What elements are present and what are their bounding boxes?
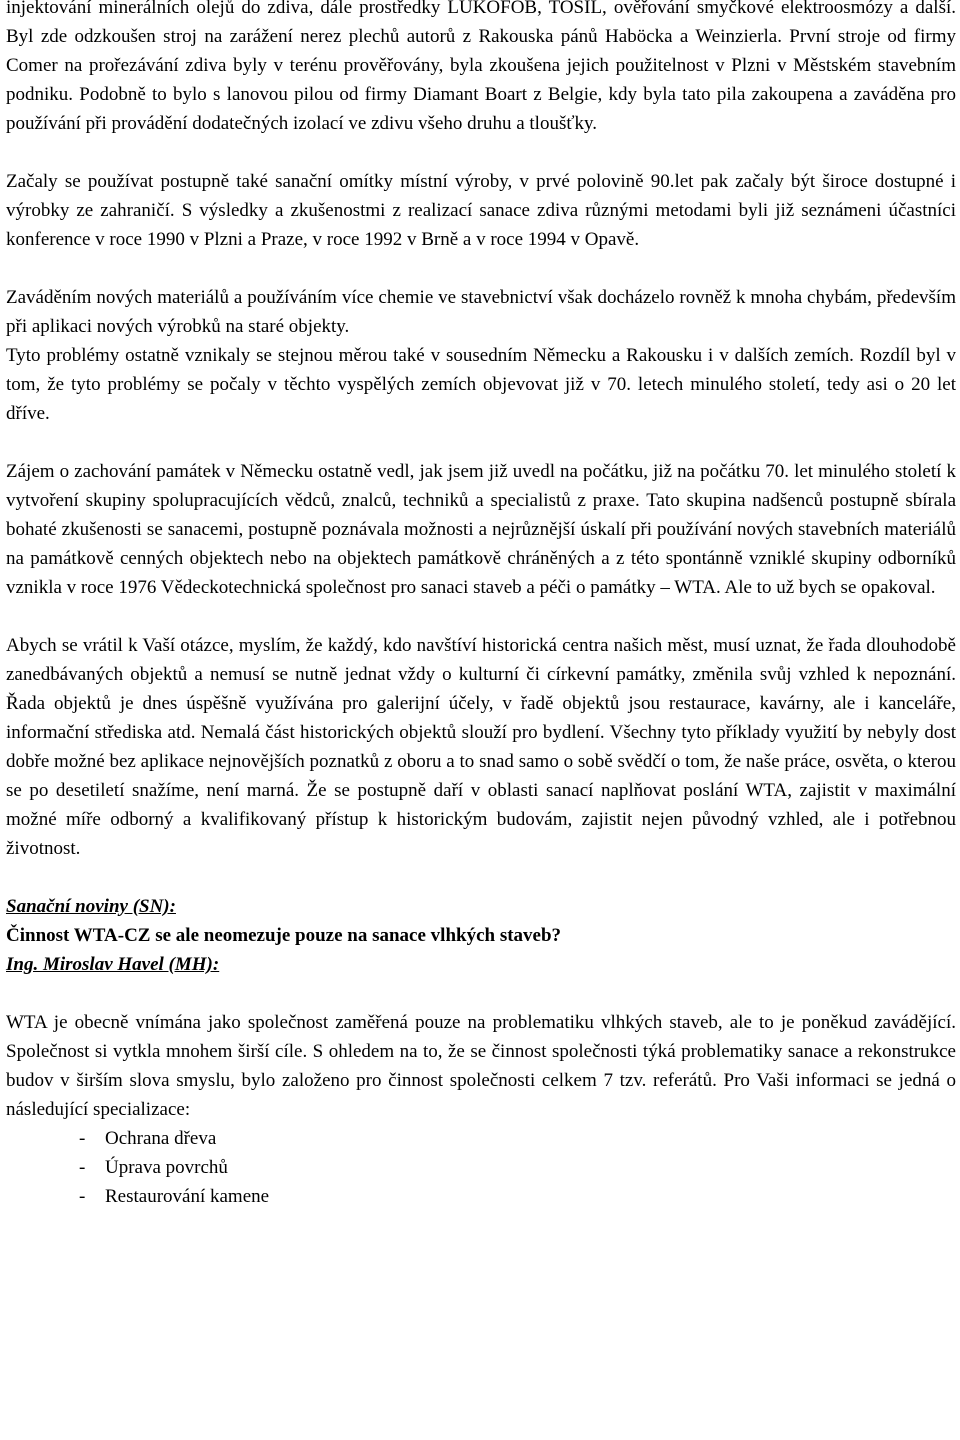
list-item (79, 1124, 956, 1153)
paragraph-historic-centres: Abych se vrátil k Vaší otázce, myslím, že každý, kdo navštíví historická centra našich měst, musí uznat, že řada dlouhodobě zanedbávaných objektů a nemusí se nutně jednat vždy o kulturní či církevní památky, změnila svůj vzhled k nepoznání. Řada objektů je dnes úspěšně využívána pro galerijní účely, v řadě objektů jsou restaurace, kavárny, ale i kanceláře, informační střediska atd. Nemalá část historických objektů slouží pro bydlení. Všechny tyto příklady využití by nebyly dost dobře možné bez aplikace nejnovějších poznatků z oboru a to snad samo o sobě svědčí o tom, že naše práce, osvěta, o kterou se po desetiletí snažíme, není marná. Že se postupně daří v oblasti sanací naplňovat poslání WTA, zajistit v maximální možné míře odborný a kvalifikovaný přístup k historickým budovám, zajistit nejen původný vzhled, ale i potřebnou životnost. (6, 635, 956, 859)
paragraph-wta-origin: Zájem o zachování památek v Německu ostatně vedl, jak jsem již uvedl na počátku, již na počátku 70. let minulého století k vytvoření skupiny spolupracujících vědců, znalců, techniků a specialistů z praxe. Tato skupina nadšenců postupně sbírala bohaté zkušenosti se sanacemi, postupně poznávala možnosti a nejrůznější úskalí při používání nových stavebních materiálů na památkově cenných objektech nebo na objektech památkově chráněných a z této spontánně vzniklé skupiny odborníků vznikla v roce 1976 Vědeckotechnická společnost pro sanaci staveb a péči o památky – WTA. Ale to už bych se opakoval. (6, 461, 956, 598)
dash-bullet: - (79, 1128, 86, 1149)
specialization-list (6, 1124, 956, 1211)
interview-question: Činnost WTA-CZ se ale neomezuje pouze na sanace vlhkých staveb? (6, 925, 562, 946)
paragraph-problems-abroad: Tyto problémy ostatně vznikaly se stejnou měrou také v sousedním Německu a Rakousku i v dalších zemích. Rozdíl byl v tom, že tyto problémy se počaly v těchto vyspělých zemích objevovat již v 70. letech minulého století, tedy asi o 20 let dříve. (6, 345, 956, 424)
paragraph-renovation-plasters: Začaly se používat postupně také sanační omítky místní výroby, v prvé polovině 90.let pak začaly být široce dostupné i výrobky ze zahraničí. S výsledky a zkušenostmi z realizací sanace zdiva různými metodami byli již seznámeni účastníci konference v roce 1990 v Plzni a Praze, v roce 1992 v Brně a v roce 1994 v Opavě. (6, 171, 956, 250)
list-item (79, 1153, 956, 1182)
dash-bullet: - (79, 1157, 86, 1178)
list-item-label: Ochrana dřeva (105, 1128, 217, 1149)
list-item-label: Restaurování kamene (105, 1186, 270, 1207)
document-page (6, 0, 956, 1211)
interviewee-label: Ing. Miroslav Havel (MH): (6, 954, 220, 975)
paragraph-new-materials-errors: Zaváděním nových materiálů a používáním více chemie ve stavebnictví však docházelo rovněž k mnoha chybám, především při aplikaci nových výrobků na staré objekty. (6, 287, 956, 337)
interviewer-label: Sanační noviny (SN): (6, 896, 176, 917)
paragraph-equipment-testing: injektování minerálních olejů do zdiva, dále prostředky LUKOFOB, TOSIL, ověřování smyčkové elektroosmózy a další. Byl zde odzkoušen stroj na zarážení nerez plechů autorů z Rakouska pánů Haböcka a Weinzierla. První stroje od firmy Comer na prořezávání zdiva byly v terénu prověřovány, byla zkoušena jejich použitelnost v Plzni v Městském stavebním podniku. Podobně to bylo s lanovou pilou od firmy Diamant Boart z Belgie, kdy byla tato pila zakoupena a zaváděna pro používání při provádění dodatečných izolací ve zdivu všeho druhu a tloušťky. (6, 0, 956, 134)
list-item (79, 1182, 956, 1211)
dash-bullet: - (79, 1186, 86, 1207)
list-item-label: Úprava povrchů (105, 1157, 228, 1178)
interview-answer: WTA je obecně vnímána jako společnost zaměřená pouze na problematiku vlhkých staveb, ale to je poněkud zavádějící. Společnost si vytkla mnohem širší cíle. S ohledem na to, že se činnost společnosti týká problematiky sanace a rekonstrukce budov v širším slova smyslu, bylo založeno pro činnost společnosti celkem 7 tzv. referátů. Pro Vaši informaci se jedná o následující specializace: (6, 1012, 956, 1120)
